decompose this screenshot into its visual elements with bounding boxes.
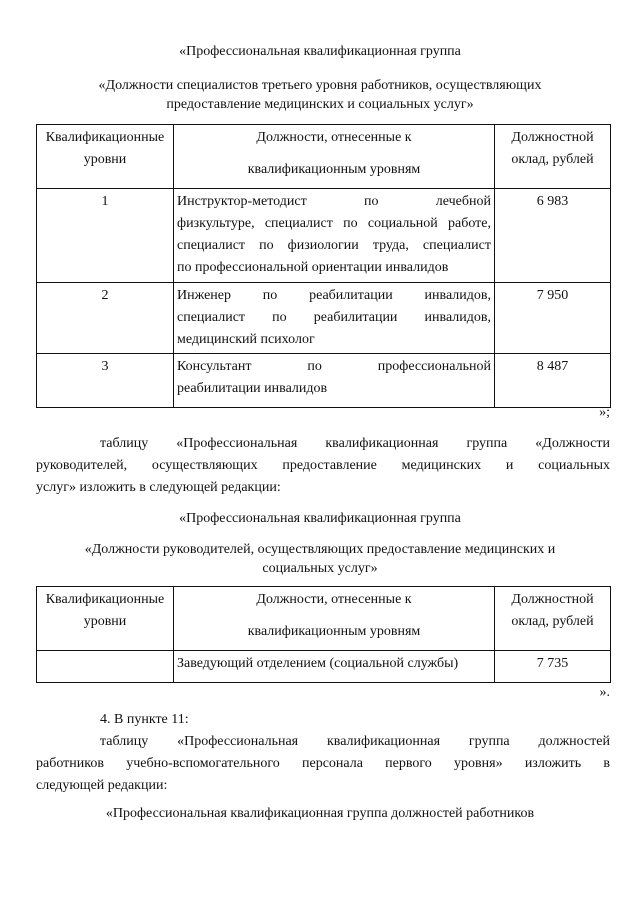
section-subheading-2-line1: «Должности руководителей, осуществляющих предоставление медицинских и [84,542,556,557]
row-positions: Инструктор-методист по лечебной физкультуре, специалист по социальной работе, специалист по физиологии труда, специалист по профессиональной ориентации инвалидов [174,189,495,283]
table-row [37,189,611,283]
table-header-row [37,587,611,651]
row-positions: Заведующий отделением (социальной службы) [174,651,495,683]
header-salary: Должностной оклад, рублей [495,125,611,189]
qualification-table-2 [36,586,611,683]
row-level: 3 [37,354,174,408]
section-heading-3: «Профессиональная квалификационная группа должностей работников [105,806,535,821]
paragraph-2-line3: следующей редакции: [36,778,168,793]
row-level [37,651,174,683]
quote-close-2: ». [599,685,610,700]
row-salary: 7 950 [495,283,611,354]
row-salary: 8 487 [495,354,611,408]
row-positions: Консультант по профессиональной реабилитации инвалидов [174,354,495,408]
paragraph-2-line1: таблицу «Профессиональная квалификационная группа должностей [100,734,610,749]
section-heading-1: «Профессиональная квалификационная группа [179,44,461,59]
row-salary: 6 983 [495,189,611,283]
section-subheading-2-line2: социальных услуг» [262,561,378,576]
header-levels: Квалификационные уровни [37,125,174,189]
paragraph-1-line2: руководителей, осуществляющих предоставление медицинских и социальных [36,458,610,473]
paragraph-1-line3: услуг» изложить в следующей редакции: [36,480,281,495]
header-positions: Должности, отнесенные к квалификационным уровням [174,125,495,189]
row-level: 2 [37,283,174,354]
table-row [37,283,611,354]
table-row [37,651,611,683]
row-level: 1 [37,189,174,283]
row-salary: 7 735 [495,651,611,683]
paragraph-1-line1: таблицу «Профессиональная квалификационная группа «Должности [100,436,610,451]
item-4-heading: 4. В пункте 11: [100,712,189,727]
table-row [37,354,611,408]
header-levels: Квалификационные уровни [37,587,174,651]
header-positions: Должности, отнесенные к квалификационным уровням [174,587,495,651]
qualification-table-1 [36,124,611,408]
table-header-row [37,125,611,189]
row-positions: Инженер по реабилитации инвалидов, специалист по реабилитации инвалидов, медицинский психолог [174,283,495,354]
paragraph-2-line2: работников учебно-вспомогательного персонала первого уровня» изложить в [36,756,610,771]
quote-close-1: »; [599,405,610,420]
section-subheading-1-line1: «Должности специалистов третьего уровня работников, осуществляющих [98,78,542,93]
section-subheading-1-line2: предоставление медицинских и социальных услуг» [166,97,474,112]
header-salary: Должностной оклад, рублей [495,587,611,651]
section-heading-2: «Профессиональная квалификационная группа [179,511,461,526]
